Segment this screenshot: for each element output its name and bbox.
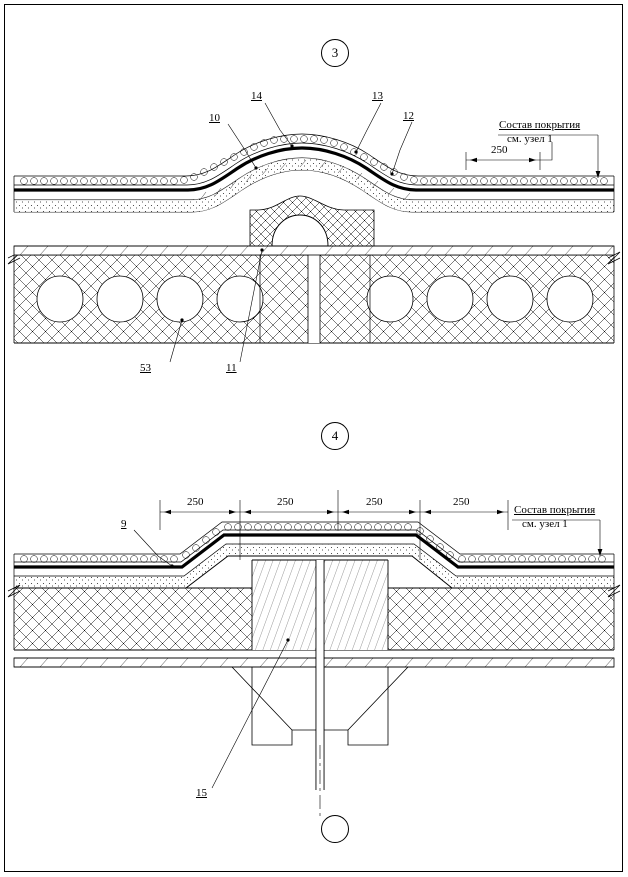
dimension-250-detail3: 250: [491, 144, 508, 156]
detail-number-4: 4: [321, 422, 349, 450]
callout-11: 11: [226, 362, 237, 374]
callout-15: 15: [196, 787, 207, 799]
callout-9: 9: [121, 518, 127, 530]
dimension-250-d: 250: [453, 496, 470, 508]
coating-note-line2-detail3: см. узел 1: [507, 133, 553, 145]
dimension-250-a: 250: [187, 496, 204, 508]
callout-13: 13: [372, 90, 383, 102]
callout-12: 12: [403, 110, 414, 122]
coating-note-line2-detail4: см. узел 1: [522, 518, 568, 530]
coating-note-line1-detail3: Состав покрытия: [499, 119, 581, 131]
callout-10: 10: [209, 112, 220, 124]
callout-53: 53: [140, 362, 151, 374]
dimension-250-c: 250: [366, 496, 383, 508]
dimension-250-b: 250: [277, 496, 294, 508]
detail-section-marker-bottom: [321, 815, 349, 843]
callout-14: 14: [251, 90, 262, 102]
detail-number-3: 3: [321, 39, 349, 67]
coating-note-line1-detail4: Состав покрытия: [514, 504, 596, 516]
